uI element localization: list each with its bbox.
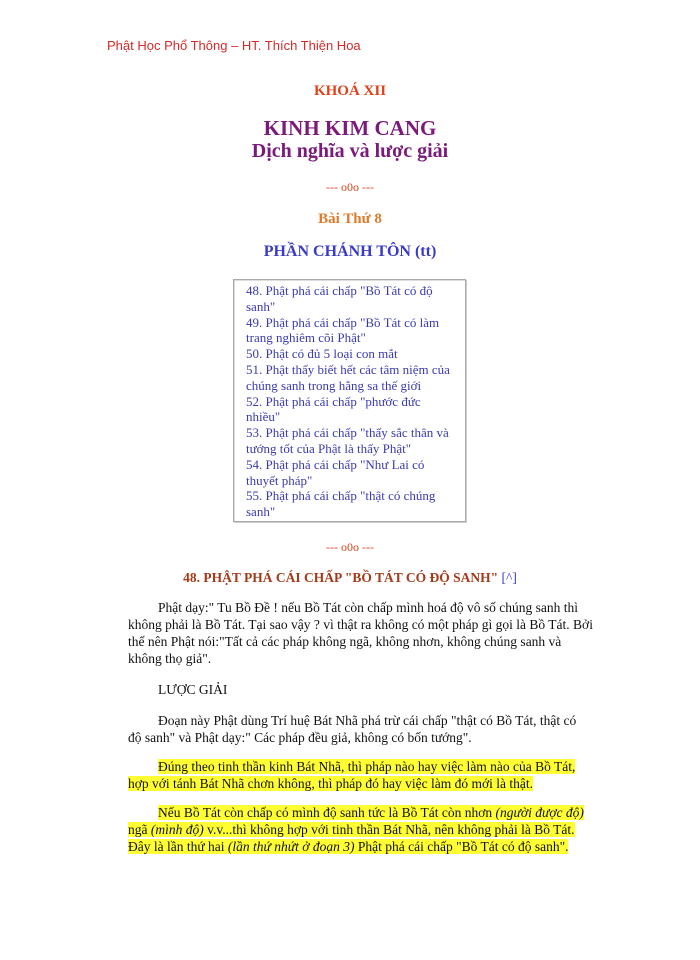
toc-link[interactable]: tướng tốt của Phật là thấy Phật": [246, 441, 412, 456]
text: ngã: [128, 822, 151, 837]
luoc-giai-heading: LƯỢC GIẢI: [158, 682, 228, 697]
running-header: Phật Học Phổ Thông – HT. Thích Thiện Hoa: [107, 38, 361, 53]
course-label: KHOÁ XII: [313, 83, 387, 99]
separator: --- o0o ---: [326, 180, 374, 194]
toc-link[interactable]: chúng sanh trong hằng sa thế giới: [246, 377, 422, 393]
toc-link[interactable]: sanh": [246, 298, 276, 314]
highlighted-line: [128, 822, 575, 838]
toc-link[interactable]: thuyết pháp": [246, 472, 313, 488]
separator: --- o0o ---: [326, 540, 374, 554]
part-heading: PHẦN CHÁNH TÔN (tt): [263, 243, 437, 260]
toc-link[interactable]: nhiều": [246, 409, 281, 425]
toc-link[interactable]: 55. Phật phá cái chấp "thật có chúng: [246, 488, 436, 504]
page-title: KINH KIM CANG: [263, 116, 437, 140]
highlighted-line: [158, 805, 584, 821]
lesson-label: Bài Thứ 8: [318, 211, 382, 227]
text: Phật phá cái chấp "Bồ Tát có độ sanh".: [354, 839, 569, 854]
toc-link[interactable]: 49. Phật phá cái chấp "Bồ Tát có làm: [246, 314, 440, 330]
toc-link[interactable]: 53. Phật phá cái chấp "thấy sắc thân và: [246, 425, 449, 441]
highlight-text: [128, 839, 568, 854]
back-to-top-link[interactable]: [^]: [501, 570, 517, 585]
highlight-text: [158, 805, 584, 820]
text: Đây là lần thứ hai: [128, 839, 228, 854]
paragraph-line: không phải là Bồ Tát. Tại sao vậy ? vì thật ra không có một pháp gì gọi là Bồ Tát. Bởi: [128, 617, 593, 632]
page-subtitle: Dịch nghĩa và lược giải: [251, 140, 449, 162]
table-of-contents: [233, 279, 466, 522]
highlight-text: Đúng theo tinh thần kinh Bát Nhã, thì pháp nào hay việc làm nào của Bồ Tát,: [158, 759, 576, 774]
toc-link[interactable]: 51. Phật thấy biết hết các tâm niệm của: [246, 362, 450, 377]
italic-text: (người được độ): [495, 805, 584, 820]
italic-text: (lần thứ nhứt ở đoạn 3): [227, 839, 355, 854]
highlighted-line: [128, 776, 557, 792]
paragraph-line: Phật dạy:" Tu Bồ Đề ! nếu Bồ Tát còn chấp mình hoá độ vô số chúng sanh thì: [158, 600, 578, 615]
paragraph-line: Đoạn này Phật dùng Trí huệ Bát Nhã phá trừ cái chấp "thật có Bồ Tát, thật có: [158, 713, 577, 728]
paragraph-line: không thọ giả".: [128, 651, 212, 666]
highlighted-line: [158, 759, 576, 775]
highlighted-line: [128, 839, 569, 855]
toc-link[interactable]: trang nghiêm cõi Phật": [246, 330, 366, 346]
toc-link[interactable]: sanh": [246, 504, 276, 520]
italic-text: (mình độ): [150, 822, 204, 837]
text: v.v...thì không hợp với tinh thần Bát Nhã, nên không phải là Bồ Tát.: [203, 822, 575, 837]
section-heading: [0, 570, 700, 586]
paragraph-line: độ sanh" và Phật dạy:" Các pháp đều giả, không có bốn tướng".: [128, 730, 472, 745]
section-heading-text: 48. PHẬT PHÁ CÁI CHẤP "BỒ TÁT CÓ ĐỘ SANH": [183, 570, 499, 585]
highlight-text: [128, 822, 575, 837]
text: Nếu Bồ Tát còn chấp có mình độ sanh tức là Bồ Tát còn nhơn: [158, 805, 496, 820]
toc-link[interactable]: 52. Phật phá cái chấp "phước đức: [246, 393, 421, 409]
highlight-text: hợp với tánh Bát Nhã chơn không, thì pháp đó hay việc làm đó mới là thật.: [128, 776, 533, 791]
toc-link[interactable]: 54. Phật phá cái chấp "Như Lai có: [246, 456, 425, 472]
toc-link[interactable]: 50. Phật có đủ 5 loại con mắt: [246, 346, 398, 362]
paragraph-line: thế nên Phật nói:"Tất cả các pháp không ngã, không nhơn, không chúng sanh và: [128, 634, 562, 649]
toc-link[interactable]: 48. Phật phá cái chấp "Bồ Tát có độ: [246, 283, 433, 298]
